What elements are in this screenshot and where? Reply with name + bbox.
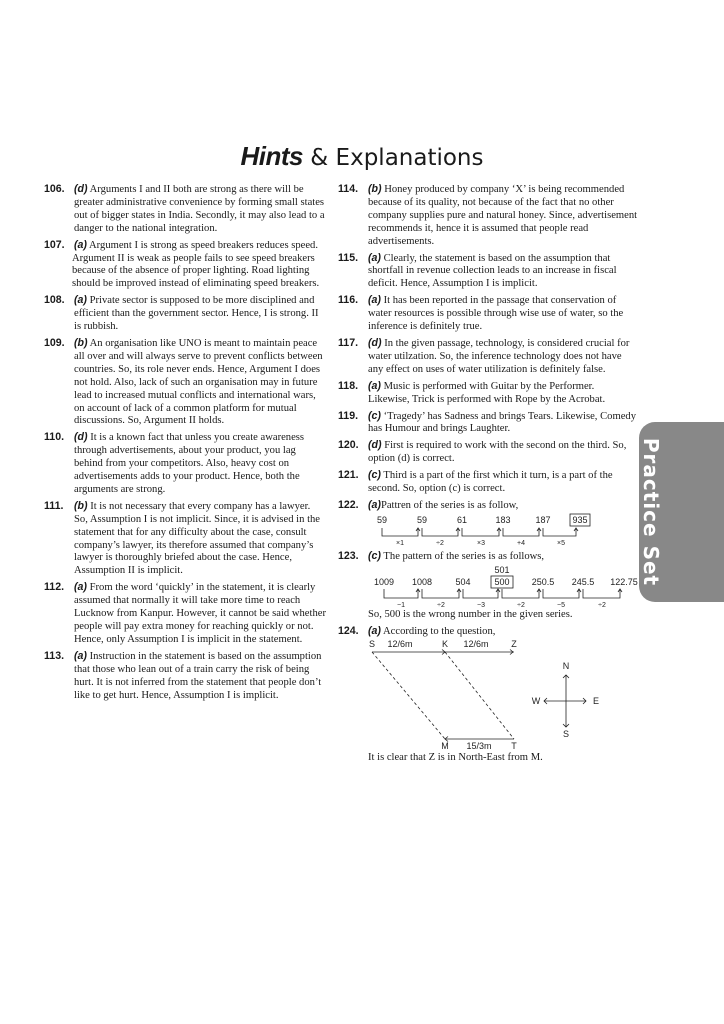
series-bracket bbox=[583, 589, 622, 598]
answer-item bbox=[338, 410, 638, 437]
answer-option: (a) bbox=[74, 238, 87, 251]
compass-west: W bbox=[531, 695, 541, 706]
distance-label-mt: 15/3m bbox=[466, 740, 492, 751]
answer-option: (d) bbox=[74, 183, 88, 195]
series-number: 122.75 bbox=[610, 576, 638, 587]
compass-icon bbox=[544, 675, 586, 727]
answer-item bbox=[44, 431, 326, 497]
question-number: 120. bbox=[338, 439, 359, 452]
question-number: 107. bbox=[44, 238, 65, 251]
answer-option: (d) bbox=[368, 336, 382, 349]
question-number: 124. bbox=[338, 624, 359, 637]
answer-item bbox=[44, 294, 326, 334]
answer-item bbox=[338, 294, 638, 334]
explanation-text: An organisation like UNO is meant to maintain peace all over and will always serve to prevent conflicts between countries. So, its role never ends. Hence, Argument I does not hold. Also, lack of such an organisation may in future lead to increased mutual conflicts and international wars, on account of lack of a common platform for mutual discussions. So, Argument II holds. bbox=[74, 337, 323, 427]
question-number: 112. bbox=[44, 581, 65, 594]
point-label-k: K bbox=[441, 638, 449, 649]
answer-option: (c) bbox=[368, 469, 381, 482]
question-number: 114. bbox=[338, 183, 359, 195]
explanation-text: Instruction in the statement is based on the assumption that those who lean out of a train carry the risk of being hurt. It is not inferred from the statement that people don’t like to get hurt. Hence, Assumption I is implicit. bbox=[74, 650, 322, 701]
point-label-t: T bbox=[511, 740, 517, 751]
explanation-text: Pattren of the series is as follow, bbox=[380, 499, 519, 511]
answer-item bbox=[44, 581, 326, 647]
explanation-text: It is a known fact that unless you create awareness through advertisements, about your product, you lag behind from your competitors. Also, heavy cost on advertisements adds to your product. Hence, both the arguments are strong. bbox=[74, 432, 305, 495]
explanation-text: From the word ‘quickly’ in the statement, it is clearly assumed that normally it will take more time to reach Lucknow from Kanpur. However, it cannot be said whether people will pay extra money for reaching quickly or not. Hence, only Assumption I is implicit in the statement. bbox=[74, 582, 326, 645]
heading-rest: & Explanations bbox=[303, 145, 484, 171]
answer-option: (b) bbox=[74, 336, 88, 349]
left-column bbox=[44, 183, 326, 705]
series-operation: ÷2 bbox=[517, 601, 525, 608]
explanation-text: ‘Tragedy’ has Sadness and brings Tears. Likewise, Comedy has Humour and brings Laughter. bbox=[368, 410, 636, 435]
series-number: 59 bbox=[376, 514, 388, 525]
compass-north: N bbox=[562, 660, 570, 671]
heading-bold: Hints bbox=[240, 141, 303, 171]
answer-option: (d) bbox=[74, 431, 88, 444]
answer-option: (a) bbox=[368, 251, 381, 264]
answer-option: (a) bbox=[368, 624, 381, 637]
answer-item bbox=[44, 239, 326, 292]
series-correction: 501 bbox=[494, 564, 510, 575]
explanation-text: It has been reported in the passage that conservation of water resources is possible through wise use of water, so the inference is definitely true. bbox=[368, 295, 624, 333]
series-123-diagram bbox=[338, 564, 638, 608]
answer-option: (c) bbox=[368, 549, 381, 562]
series-bracket bbox=[382, 528, 420, 536]
page-heading bbox=[0, 141, 724, 172]
answer-option: (a) bbox=[368, 498, 381, 511]
series-operation: −1 bbox=[397, 601, 405, 608]
answer-item bbox=[44, 183, 326, 236]
series-number: 1009 bbox=[373, 576, 395, 587]
path-k-to-t bbox=[445, 652, 514, 739]
answer-item bbox=[338, 625, 638, 765]
answer-item bbox=[338, 550, 638, 622]
series-number: 61 bbox=[456, 514, 468, 525]
explanation-conclusion: So, 500 is the wrong number in the given series. bbox=[368, 608, 573, 620]
point-label-z: Z bbox=[511, 638, 517, 649]
question-number: 122. bbox=[338, 498, 359, 511]
answer-item bbox=[44, 337, 326, 428]
explanation-text: Private sector is supposed to be more disciplined and efficient than the government sector. Hence, I is strong. II is rubbish. bbox=[74, 295, 319, 333]
explanation-text: Music is performed with Guitar by the Performer. Likewise, Trick is performed with Rope by the Acrobat. bbox=[368, 380, 606, 405]
question-number: 111. bbox=[44, 499, 64, 512]
answer-item bbox=[338, 469, 638, 496]
question-number: 109. bbox=[44, 336, 65, 349]
answer-item bbox=[338, 439, 638, 466]
point-label-m: M bbox=[441, 740, 449, 751]
series-operation: ×3 bbox=[477, 539, 485, 547]
distance-label-kz: 12/6m bbox=[463, 638, 489, 649]
series-bracket bbox=[502, 589, 541, 598]
series-122-diagram bbox=[338, 513, 638, 547]
explanation-text: In the given passage, technology, is considered crucial for water utilzation. So, the inference technology does not have any effect on uses of water utilization is definitely false. bbox=[368, 337, 630, 375]
path-s-to-m bbox=[372, 652, 445, 739]
answer-item bbox=[44, 650, 326, 703]
answer-item bbox=[338, 380, 638, 407]
answer-item bbox=[338, 183, 638, 249]
series-operation: −5 bbox=[557, 601, 565, 608]
question-number: 108. bbox=[44, 294, 65, 307]
series-number: 250.5 bbox=[531, 576, 555, 587]
series-operation: ÷2 bbox=[437, 601, 445, 608]
series-number: 935 bbox=[572, 514, 588, 525]
question-number: 106. bbox=[44, 183, 65, 195]
explanation-extra: Argument II is weak as people fails to see speed breakers because of the absence of proper lighting. Road lighting should be improved instead of eliminating speed breakers. bbox=[72, 252, 320, 290]
right-column bbox=[338, 183, 638, 767]
explanation-text: First is required to work with the second on the third. So, option (d) is correct. bbox=[368, 440, 627, 465]
explanation-text: Honey produced by company ‘X’ is being recommended because of its quality, not because of the fact that no other company supplies pure and natural honey. Since, advertisement recommends it, hence it is assumed that people read advertisements. bbox=[368, 184, 638, 247]
answer-option: (a) bbox=[74, 294, 87, 307]
question-number: 113. bbox=[44, 649, 65, 662]
distance-label-sk: 12/6m bbox=[387, 638, 413, 649]
series-number: 504 bbox=[455, 576, 471, 587]
series-bracket bbox=[543, 589, 581, 598]
answer-option: (b) bbox=[368, 183, 382, 195]
explanation-text: Arguments I and II both are strong as there will be greater administrative convenience by forming small states out of bigger states in India. Secondly, it may also lead to a danger to the national integration. bbox=[74, 184, 325, 234]
direction-124-diagram bbox=[338, 639, 638, 751]
answer-item bbox=[338, 252, 638, 292]
series-bracket bbox=[543, 528, 578, 536]
point-label-s: S bbox=[368, 638, 376, 649]
series-operation: ÷2 bbox=[436, 539, 444, 547]
question-number: 110. bbox=[44, 431, 65, 444]
series-operation: −3 bbox=[477, 601, 485, 608]
side-tab-label: Practice Set bbox=[639, 437, 663, 587]
series-operation: ÷2 bbox=[598, 601, 606, 608]
series-operation: +4 bbox=[517, 539, 525, 547]
explanation-text: It is not necessary that every company has a lawyer. So, Assumption I is not implicit. Since, it is advised in the statement that for any difficulty about the case, consult company’s lawyer, its therefore assumed that company’s lawyer is thoroughly briefed about the case. Hence, Assumption II is implicit. bbox=[74, 500, 321, 577]
question-number: 116. bbox=[338, 294, 359, 307]
answer-option: (d) bbox=[368, 439, 382, 452]
answer-option: (a) bbox=[368, 294, 381, 307]
compass-east: E bbox=[592, 695, 600, 706]
series-number: 187 bbox=[535, 514, 551, 525]
series-bracket bbox=[422, 528, 460, 536]
question-number: 117. bbox=[338, 336, 359, 349]
answer-option: (a) bbox=[368, 379, 381, 392]
series-bracket bbox=[463, 589, 500, 598]
series-bracket bbox=[503, 528, 541, 536]
explanation-text: According to the question, bbox=[383, 625, 496, 637]
series-bracket bbox=[422, 589, 461, 598]
answer-option: (b) bbox=[74, 499, 88, 512]
explanation-text: The pattern of the series is as follows, bbox=[383, 550, 545, 562]
series-operation: ×5 bbox=[557, 539, 565, 547]
answer-item bbox=[338, 337, 638, 377]
question-number: 119. bbox=[338, 409, 359, 422]
answer-option: (c) bbox=[368, 409, 381, 422]
series-number: 183 bbox=[495, 514, 511, 525]
series-number: 245.5 bbox=[571, 576, 595, 587]
compass-south: S bbox=[562, 728, 570, 739]
answer-option: (a) bbox=[74, 581, 87, 594]
series-number: 500 bbox=[494, 576, 510, 587]
answer-option: (a) bbox=[74, 649, 87, 662]
series-number: 1008 bbox=[411, 576, 433, 587]
question-number: 115. bbox=[338, 251, 359, 264]
series-bracket bbox=[384, 589, 420, 598]
question-number: 121. bbox=[338, 469, 359, 482]
series-operation: ×1 bbox=[396, 539, 404, 547]
path-s-to-z bbox=[372, 649, 514, 654]
series-bracket bbox=[462, 528, 501, 536]
explanation-text: Third is a part of the first which it turn, is a part of the second. So, option (c) is correct. bbox=[368, 470, 613, 495]
answer-item bbox=[44, 500, 326, 578]
explanation-conclusion: It is clear that Z is in North-East from M. bbox=[368, 751, 543, 763]
explanation-text: Clearly, the statement is based on the assumption that shortfall in revenue collection leads to an increase in fiscal deficit. Hence, Assumption I is implicit. bbox=[368, 252, 617, 290]
explanation-text: Argument I is strong as speed breakers reduces speed. bbox=[89, 239, 319, 251]
answer-item bbox=[338, 499, 638, 547]
question-number: 123. bbox=[338, 549, 359, 562]
question-number: 118. bbox=[338, 379, 359, 392]
series-number: 59 bbox=[416, 514, 428, 525]
